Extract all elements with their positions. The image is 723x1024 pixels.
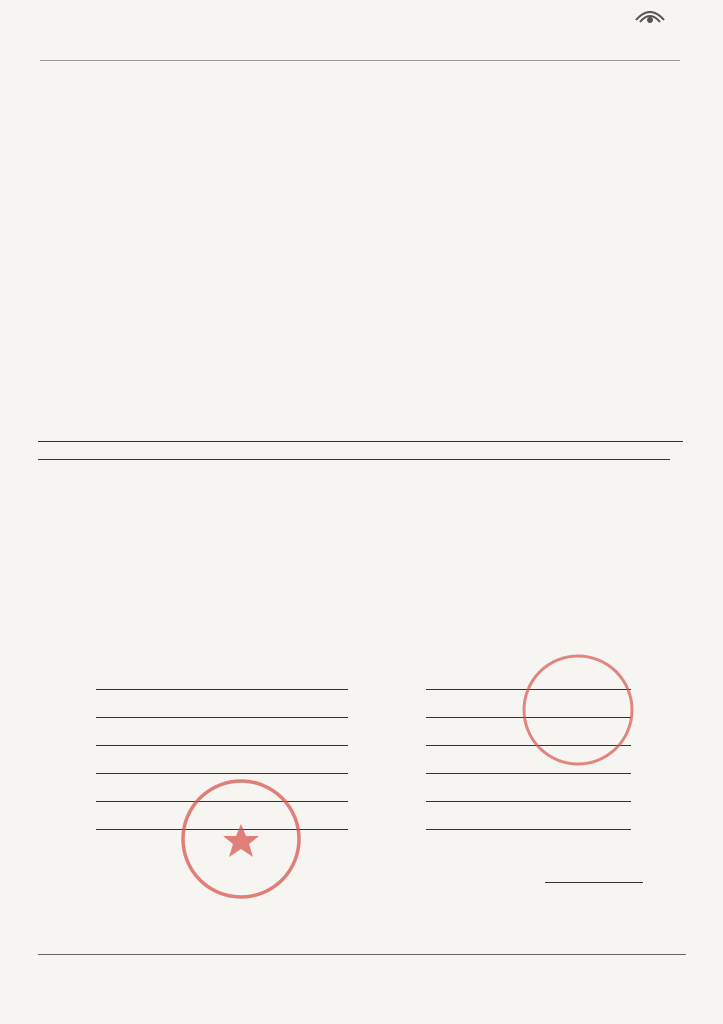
company-logo-icon [632, 6, 668, 26]
party-a-company-seal [178, 776, 304, 902]
section-5-heading [38, 426, 86, 437]
section-6-heading [38, 474, 688, 485]
letterhead [40, 4, 680, 61]
sign-date [545, 875, 643, 886]
section-5 [38, 426, 683, 460]
section-6 [38, 474, 688, 497]
party-b-contract-seal [520, 652, 636, 768]
section-4-heading [38, 77, 688, 93]
contract-body [38, 64, 688, 98]
